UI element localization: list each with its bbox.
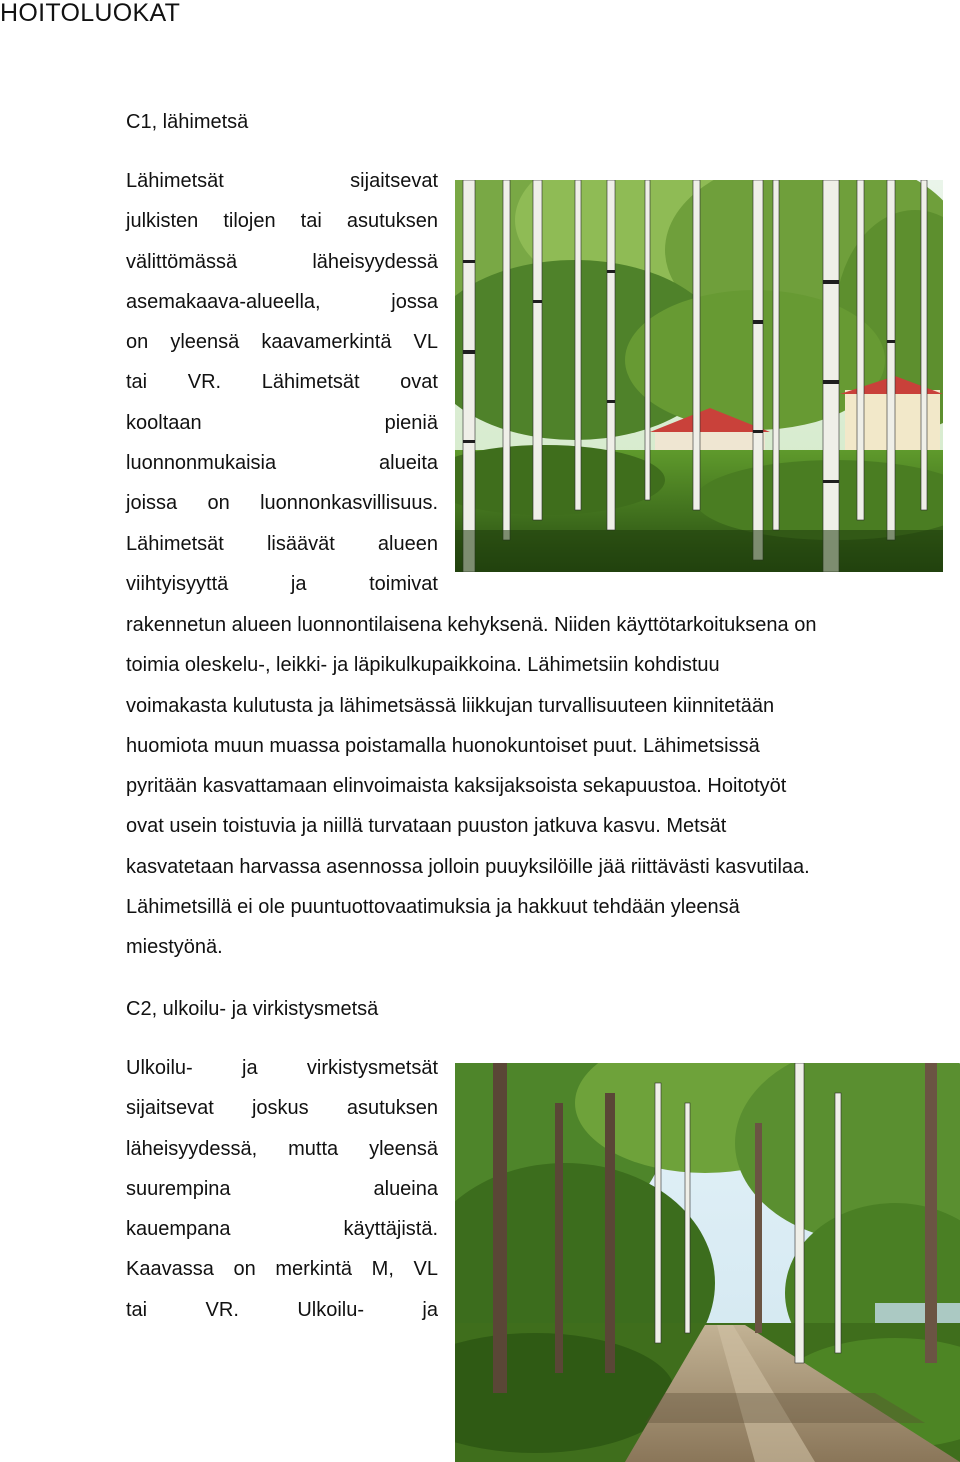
text-line: Ulkoilu- ja virkistysmetsät (126, 1057, 438, 1079)
text-line: tai VR. Lähimetsät ovat (126, 371, 438, 394)
forest-path-photo (455, 1063, 960, 1462)
page-title: HOITOLUOKAT (0, 0, 181, 27)
section-heading-c1: C1, lähimetsä (126, 111, 249, 133)
c2-intro-text (126, 1048, 438, 1330)
text-line: suurempina alueina (126, 1177, 438, 1200)
c1-body-text (126, 605, 939, 968)
text-line: kauempana käyttäjistä. (126, 1218, 438, 1241)
text-line: on yleensä kaavamerkintä VL (126, 331, 438, 354)
c1-intro-text (126, 161, 438, 604)
birch-forest-photo (455, 180, 943, 572)
text-line: kooltaan pieniä (126, 411, 438, 434)
text-line: voimakasta kulutusta ja lähimetsässä liikkujan turvallisuuteen kiinnitetään (126, 694, 775, 717)
forest-path-illustration (455, 1063, 960, 1462)
text-line: Kaavassa on merkintä M, VL (126, 1258, 438, 1281)
text-line: läheisyydessä, mutta yleensä (126, 1137, 438, 1160)
text-line: luonnonmukaisia alueita (126, 452, 438, 475)
text-line: Lähimetsät sijaitsevat (126, 170, 438, 192)
text-line: asemakaava-alueella, jossa (126, 290, 438, 313)
text-line: huomiota muun muassa poistamalla huonokuntoiset puut. Lähimetsissä (126, 734, 760, 757)
text-line: ovat usein toistuvia ja niillä turvataan puuston jatkuva kasvu. Metsät (126, 815, 727, 838)
text-line: rakennetun alueen luonnontilaisena kehyksenä. Niiden käyttötarkoituksena on (126, 614, 817, 636)
text-line: sijaitsevat joskus asutuksen (126, 1097, 438, 1120)
text-line: joissa on luonnonkasvillisuus. (126, 492, 438, 515)
text-line: toimia oleskelu-, leikki- ja läpikulkupaikkoina. Lähimetsiin kohdistuu (126, 654, 720, 677)
text-line: kasvatetaan harvassa asennossa jolloin puuyksilöille jää riittävästi kasvutilaa. (126, 855, 810, 878)
birch-forest-illustration (455, 180, 943, 572)
text-line: pyritään kasvattamaan elinvoimaista kaksijaksoista sekapuustoa. Hoitotyöt (126, 775, 787, 798)
text-line: miestyönä. (126, 936, 223, 959)
text-line: välittömässä läheisyydessä (126, 250, 438, 273)
text-line: julkisten tilojen tai asutuksen (126, 210, 438, 233)
section-heading-c2: C2, ulkoilu- ja virkistysmetsä (126, 998, 379, 1020)
text-line: viihtyisyyttä ja toimivat (126, 572, 438, 595)
text-line: Lähimetsillä ei ole puuntuottovaatimuksia ja hakkuut tehdään yleensä (126, 896, 740, 919)
text-line: Lähimetsät lisäävät alueen (126, 532, 438, 555)
text-line: tai VR. Ulkoilu- ja (126, 1298, 438, 1321)
